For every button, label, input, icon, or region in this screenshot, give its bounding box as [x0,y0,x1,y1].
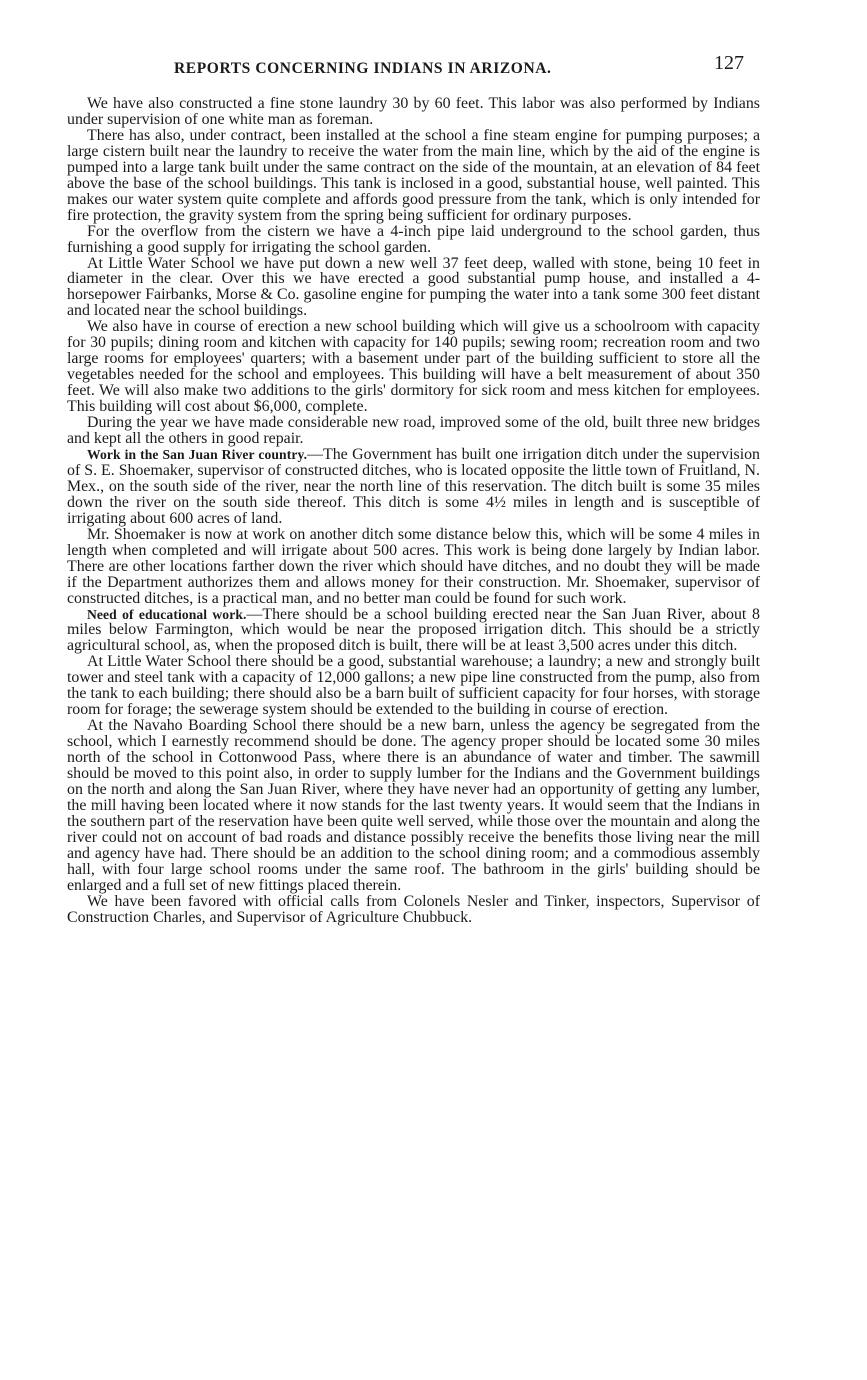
paragraph-text: At Little Water School we have put down a new well 37 feet deep, walled with stone, being 10 feet in diameter in the clear. Over this we have erected a good substantial pump house, and installed a 4-horsepower Fairbanks, Morse & Co. gasoline engine for pumping the water into a tank some 300 feet distant and located near the school buildings. [67,254,760,320]
paragraph-text: During the year we have made considerable new road, improved some of the old, built three new bridges and kept all the others in good repair. [67,414,760,448]
paragraph-text: There has also, under contract, been installed at the school a fine steam engine for pumping purposes; a large cistern built near the laundry to receive the water from the main line, which by the aid of the engine is pumped into a large tank built under the same contract on the side of the mountain, at an elevation of 84 feet above the base of the school buildings. This tank is inclosed in a good, substantial house, well painted. This makes our water system quite complete and affords good pressure from the tank, which is only intended for fire protection, the gravity system from the spring being sufficient for ordinary purposes. [67,126,760,224]
paragraph [67,128,760,224]
paragraph-text: We have been favored with official calls from Colonels Nesler and Tinker, inspectors, Supervisor of Construction Charles, and Supervisor of Agriculture Chubbuck. [67,892,760,926]
paragraph [67,224,760,256]
paragraph-text: —There should be a school building erected near the San Juan River, about 8 miles below Farmington, which would be near the proposed irrigation ditch. This should be a strictly agricultural school, as, when the proposed ditch is built, there will be at least 3,500 acres under this ditch. [67,605,760,655]
paragraph-text: Mr. Shoemaker is now at work on another ditch some distance below this, which will be some 4 miles in length when completed and will irrigate about 500 acres. This work is being done largely by Indian labor. There are other locations farther down the river which should have ditches, and no doubt they will be made if the Department authorizes them and allows money for their construction. Mr. Shoemaker, supervisor of constructed ditches, is a practical man, and no better man could be found for such work. [67,525,760,607]
paragraph [67,718,760,893]
paragraph [67,527,760,607]
paragraph-text: We also have in course of erection a new school building which will give us a schoolroom with capacity for 30 pupils; dining room and kitchen with capacity for 140 pupils; sewing room; recreation room and two large rooms for employees' quarters; with a basement under part of the building sufficient to store all the vegetables needed for the school and employees. This building will have a belt measurement of about 350 feet. We will also make two additions to the girls' dormitory for sick room and mess kitchen for employees. This building will cost about $6,000, complete. [67,318,760,416]
page-number: 127 [714,52,744,74]
paragraph [67,607,760,655]
paragraph-text: At Little Water School there should be a good, substantial warehouse; a laundry; a new and strongly built tower and steel tank with a capacity of 12,000 gallons; a new pipe line constructed from the pump, also from the tank to each building; there should also be a barn built of sufficient capacity for four horses, with storage room for forage; the sewerage system should be extended to the building in course of erection. [67,653,760,719]
paragraph-text: We have also constructed a fine stone laundry 30 by 60 feet. This labor was also performed by Indians under supervision of one white man as foreman. [67,95,760,128]
paragraph [67,447,760,527]
paragraph-text: —The Government has built one irrigation ditch under the supervision of S. E. Shoemaker, supervisor of constructed ditches, who is located opposite the little town of Fruitland, N. Mex., on the south side of the river, near the north line of this reservation. The ditch built is some 35 miles down the river on the south side thereof. This ditch is some 4½ miles in length and is susceptible of irrigating about 600 acres of land. [67,445,760,527]
paragraph [67,96,760,128]
running-head [68,52,758,82]
paragraph-text: For the overflow from the cistern we have a 4-inch pipe laid underground to the school garden, thus furnishing a good supply for irrigating the school garden. [67,222,760,256]
paragraph [67,319,760,415]
section-sidehead: Need of educational work. [87,606,247,622]
paragraph-text: At the Navaho Boarding School there should be a new barn, unless the agency be segregated from the school, which I earnestly recommend should be done. The agency proper should be located some 30 miles north of the school in Cottonwood Pass, where there is an abundance of water and timber. The sawmill should be moved to this point also, in order to supply lumber for the Indians and the Government buildings on the north and along the San Juan River, where they have never had an opportunity of getting any lumber, the mill having been located where it now stands for the last twenty years. It would seem that the Indians in the southern part of the reservation have been quite well served, while those over the mountain and along the river could not on account of bad roads and distance possibly receive the benefits those living near the mill and agency have had. There should be an addition to the school dining room; and a commodious assembly hall, with four large school rooms under the same roof. The bathroom in the girls' building should be enlarged and a full set of new fittings placed therein. [67,717,760,894]
paragraph [67,654,760,718]
section-sidehead: Work in the San Juan River country. [87,446,308,462]
paragraph [67,894,760,926]
paragraph [67,415,760,447]
paragraph [67,256,760,320]
body-text [67,96,760,926]
running-title: REPORTS CONCERNING INDIANS IN ARIZONA. [174,60,552,77]
